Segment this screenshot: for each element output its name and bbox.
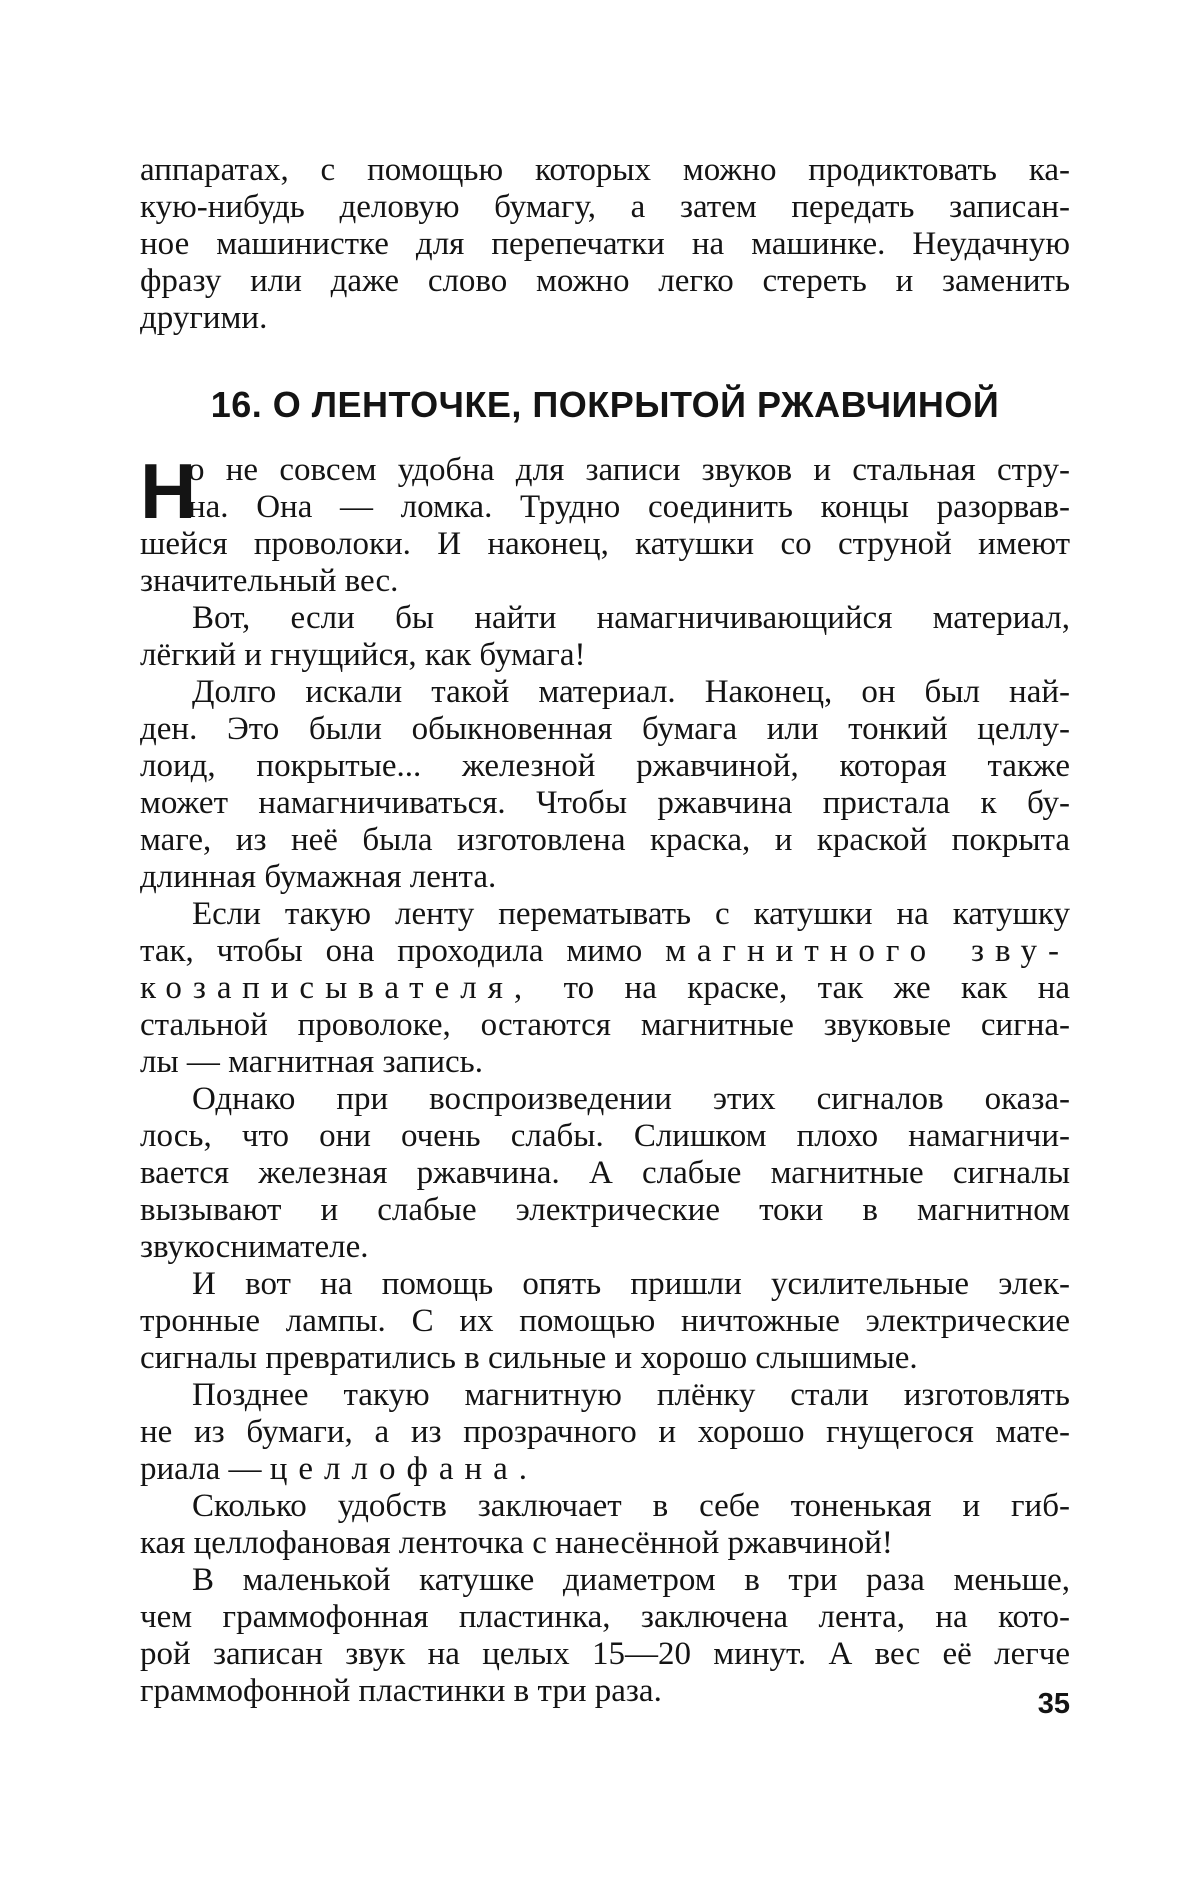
text-line: кая целлофановая ленточка с нанесённой ржавчиной! <box>140 1525 1070 1562</box>
text-line: Сколько удобств заключает в себе тоненькая и гиб- <box>140 1488 1070 1525</box>
text-line: значительный вес. <box>140 563 1070 600</box>
text-line: кую-нибудь деловую бумагу, а затем передать записан- <box>140 189 1070 226</box>
book-page <box>140 0 1070 1880</box>
page-number: 35 <box>1038 1688 1070 1720</box>
text-line: Если такую ленту перематывать с катушки на катушку <box>140 896 1070 933</box>
text-line: не из бумаги, а из прозрачного и хорошо гнущегося мате- <box>140 1414 1070 1451</box>
text-line: шейся проволоки. И наконец, катушки со струной имеют <box>140 526 1070 563</box>
text-line: фразу или даже слово можно легко стереть и заменить <box>140 263 1070 300</box>
text-line <box>140 970 1070 1007</box>
text-line: вызывают и слабые электрические токи в магнитном <box>140 1192 1070 1229</box>
text-line: чем граммофонная пластинка, заключена лента, на кото- <box>140 1599 1070 1636</box>
text-fragment: то на краске, так же как на <box>564 970 1070 1006</box>
spaced-term: козаписывателя, <box>140 970 533 1006</box>
text-line: аппаратах, с помощью которых можно продиктовать ка- <box>140 152 1070 189</box>
text-line: тронные лампы. С их помощью ничтожные электрические <box>140 1303 1070 1340</box>
text-line: о не совсем удобна для записи звуков и стальная стру- <box>140 452 1070 489</box>
text-line: маге, из неё была изготовлена краска, и краской покрыта <box>140 822 1070 859</box>
text-line: сигналы превратились в сильные и хорошо слышимые. <box>140 1340 1070 1377</box>
text-line: Долго искали такой материал. Наконец, он был най- <box>140 674 1070 711</box>
main-body-text <box>140 600 1070 1710</box>
text-fragment: так, чтобы она проходила мимо <box>140 933 642 969</box>
spaced-term: целлофана. <box>270 1451 538 1487</box>
text-line: И вот на помощь опять пришли усилительные элек- <box>140 1266 1070 1303</box>
text-line: Позднее такую магнитную плёнку стали изготовлять <box>140 1377 1070 1414</box>
text-line: лёгкий и гнущийся, как бумага! <box>140 637 1070 674</box>
text-line: ден. Это были обыкновенная бумага или тонкий целлу- <box>140 711 1070 748</box>
text-line: лось, что они очень слабы. Слишком плохо намагничи- <box>140 1118 1070 1155</box>
section-heading: 16. О ЛЕНТОЧКЕ, ПОКРЫТОЙ РЖАВЧИНОЙ <box>140 383 1070 427</box>
text-line: граммофонной пластинки в три раза. <box>140 1673 1070 1710</box>
text-line: В маленькой катушке диаметром в три раза меньше, <box>140 1562 1070 1599</box>
text-line: ное машинистке для перепечатки на машинке. Неудачную <box>140 226 1070 263</box>
text-line: другими. <box>140 300 1070 337</box>
text-line: рой записан звук на целых 15—20 минут. А вес её легче <box>140 1636 1070 1673</box>
text-line: на. Она — ломка. Трудно соединить концы разорвав- <box>140 489 1070 526</box>
intro-paragraph <box>140 152 1070 337</box>
text-line: вается железная ржавчина. А слабые магнитные сигналы <box>140 1155 1070 1192</box>
text-line: длинная бумажная лента. <box>140 859 1070 896</box>
text-line: Вот, если бы найти намагничивающийся материал, <box>140 600 1070 637</box>
text-line: лоид, покрытые... железной ржавчиной, которая также <box>140 748 1070 785</box>
text-line: стальной проволоке, остаются магнитные звуковые сигна- <box>140 1007 1070 1044</box>
text-fragment: риала — <box>140 1451 261 1487</box>
text-line <box>140 1451 1070 1488</box>
text-line: может намагничиваться. Чтобы ржавчина пристала к бу- <box>140 785 1070 822</box>
text-line: Однако при воспроизведении этих сигналов оказа- <box>140 1081 1070 1118</box>
text-line: звукоснимателе. <box>140 1229 1070 1266</box>
text-line: лы — магнитная запись. <box>140 1044 1070 1081</box>
first-paragraph <box>140 452 1070 600</box>
spaced-term: магнитного зву- <box>665 933 1070 969</box>
text-line <box>140 933 1070 970</box>
drop-cap: Н <box>140 452 196 530</box>
